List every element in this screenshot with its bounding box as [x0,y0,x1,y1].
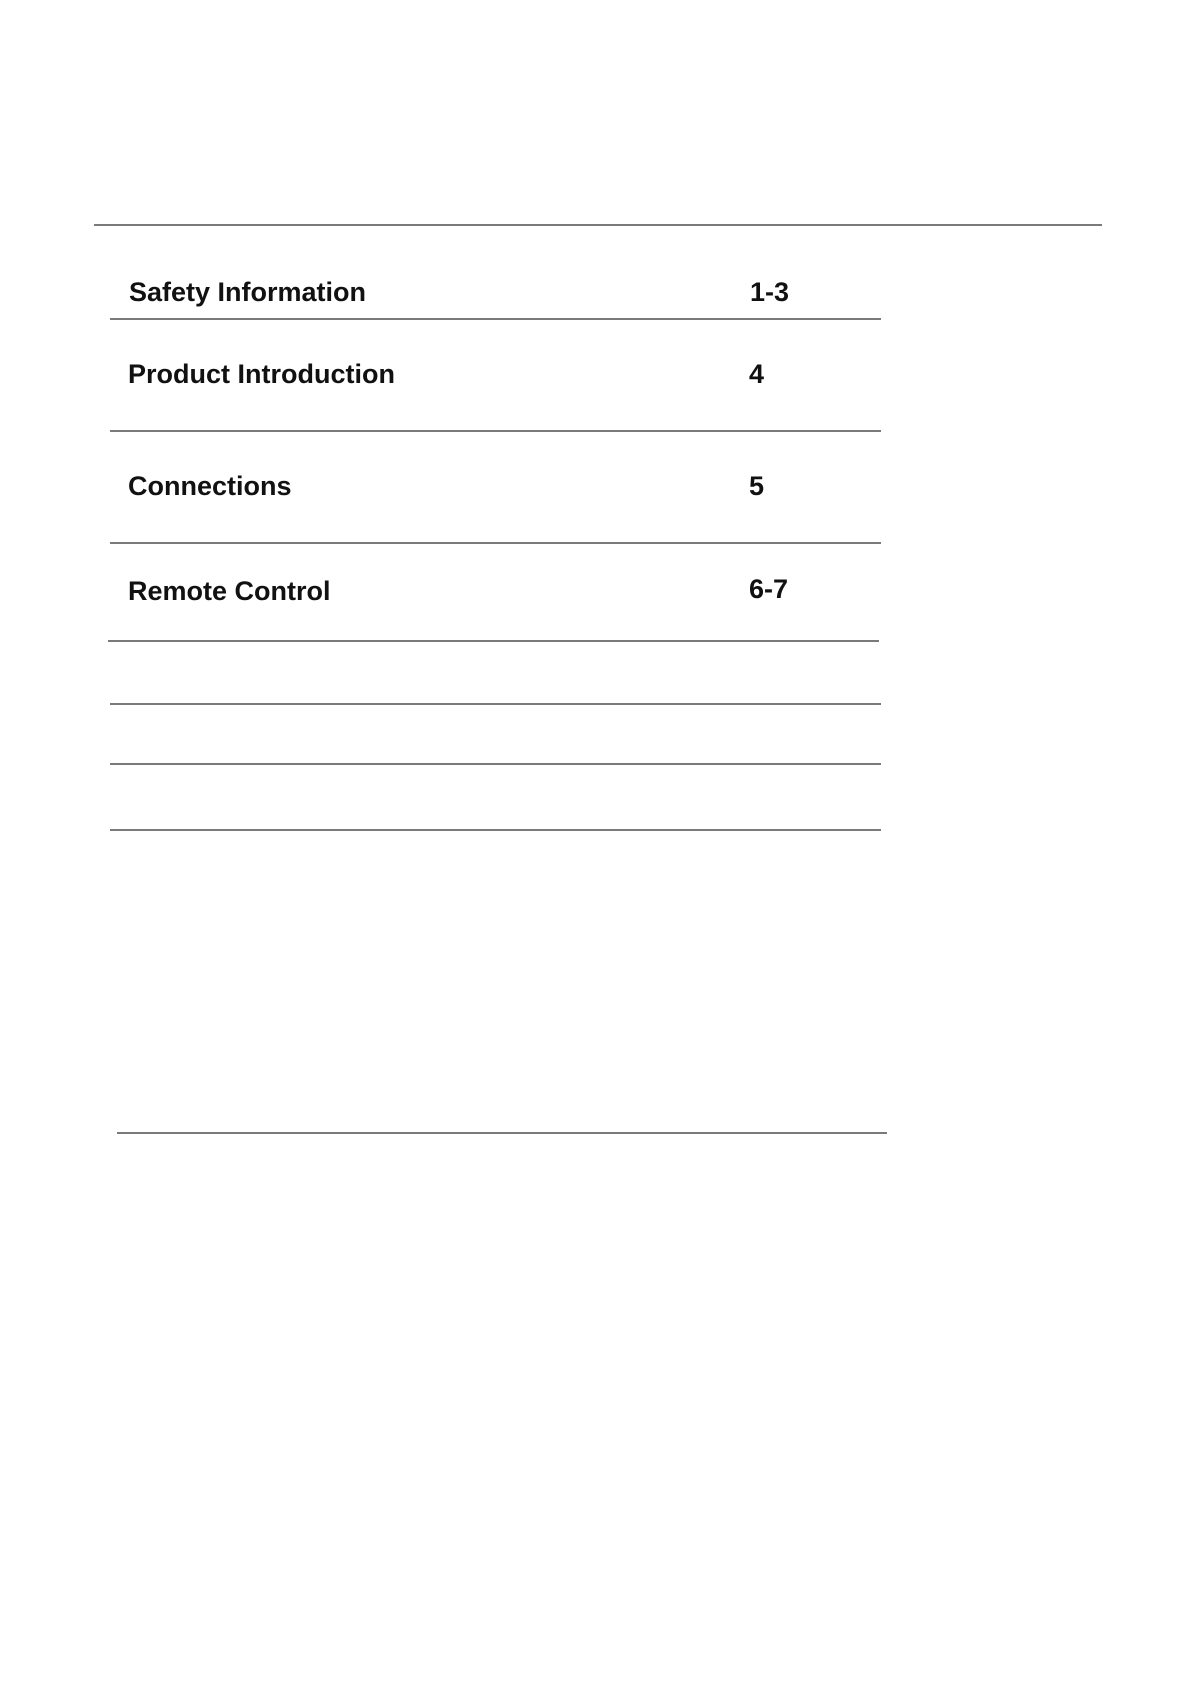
toc-entry-title: Remote Control [128,576,331,606]
toc-entry-page: 4 [749,359,765,389]
toc-divider [110,430,881,432]
toc-entry-page: 5 [749,471,765,501]
toc-divider [110,542,881,544]
toc-divider [110,763,881,765]
toc-entry-page: 1-3 [750,277,790,307]
toc-entry-title: Product Introduction [128,359,395,389]
toc-entry-title: Safety Information [129,277,367,307]
toc-entry-page: 6-7 [749,574,789,604]
toc-divider [108,640,879,642]
header-rule [94,224,1102,226]
toc-divider [110,829,881,831]
toc-entry-title: Connections [128,471,292,501]
toc-divider [110,318,881,320]
footer-rule [117,1132,887,1134]
toc-divider [110,703,881,705]
